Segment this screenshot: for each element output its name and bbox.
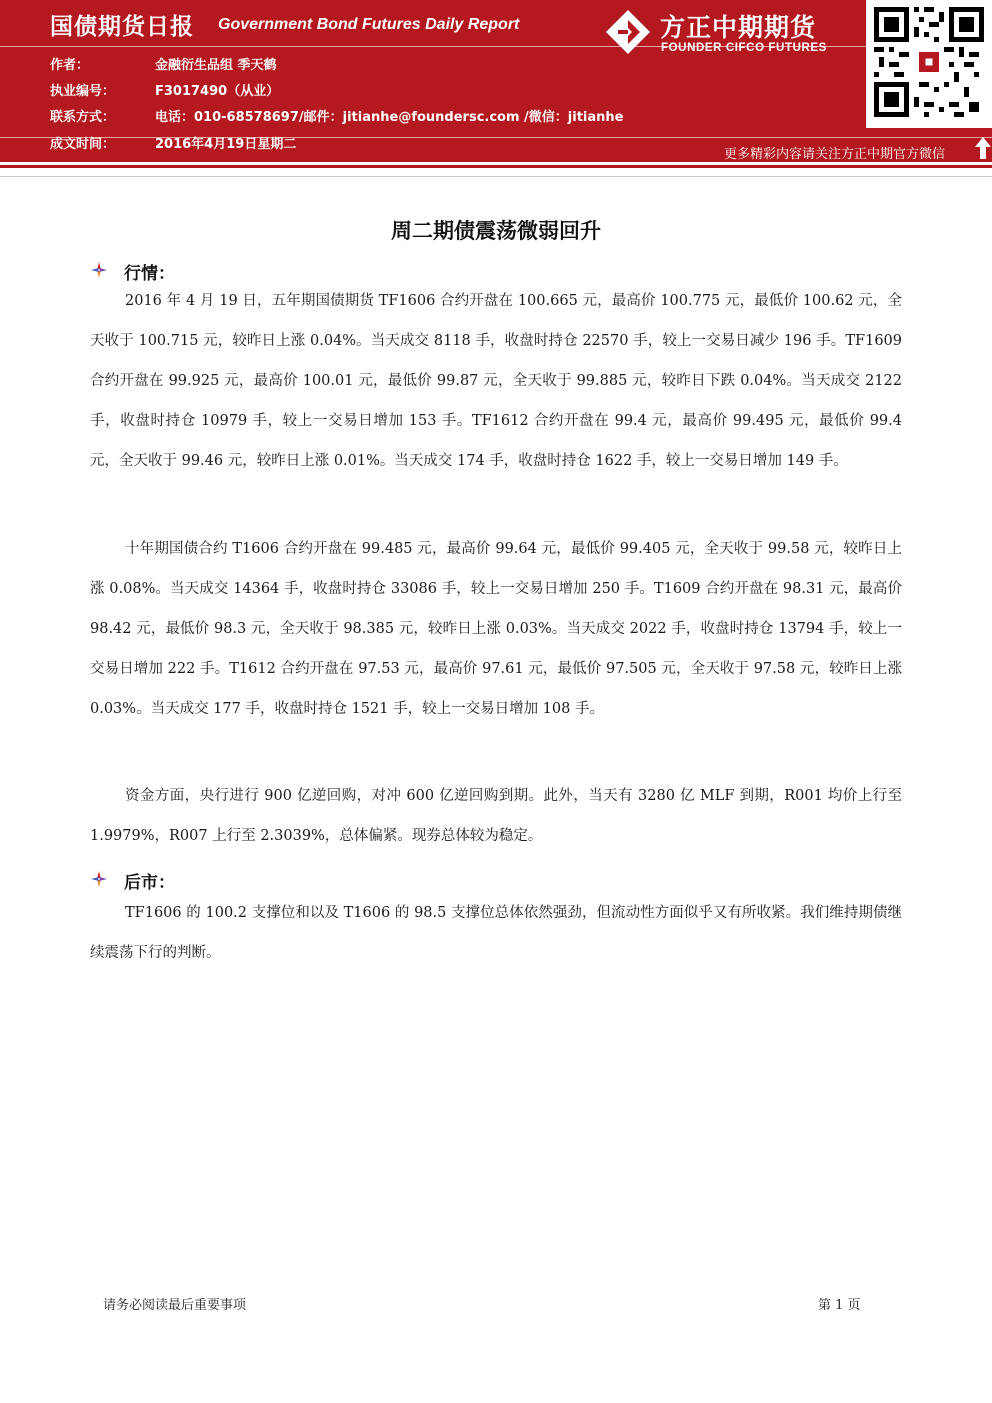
- header-bottom-thin-rule: [0, 176, 992, 177]
- wechat-qr-code: [866, 0, 992, 128]
- logo-name-en: FOUNDER CIFCO FUTURES: [661, 42, 827, 54]
- footer-notice: 请务必阅读最后重要事项: [103, 1298, 247, 1313]
- logo-name-cn: 方正中期期货: [660, 13, 817, 42]
- meta-contact-value: 电话：010-68578697/邮件：jitianhe@foundersc.com /微信：jitianhe: [155, 110, 624, 125]
- report-header: [0, 0, 992, 162]
- follow-wechat-text: 更多精彩内容请关注方正中期官方微信: [724, 147, 946, 162]
- header-bottom-rule: [0, 165, 992, 168]
- market-paragraph-liquidity: 资金方面，央行进行 900 亿逆回购，对冲 600 亿逆回购到期。此外，当天有 3280 亿 MLF 到期，R001 均价上行至 1.9979%，R007 上行至 2.3039%，总体偏紧。现券总体较为稳定。: [90, 788, 902, 844]
- qr-code-icon: [874, 6, 984, 118]
- meta-date-label: 成文时间：: [50, 137, 116, 152]
- section-label: 后市：: [124, 873, 175, 893]
- market-paragraph-10yr: 十年期国债合约 T1606 合约开盘在 99.485 元，最高价 99.64 元，最低价 99.405 元，全天收于 99.58 元，较昨日上涨 0.08%。当天成交 14364 手，收盘时持仓 33086 手，较上一交易日增加 250 手。T1609 合约开盘在 98.31 元，最高价 98.42 元，最低价 98.3 元，全天收于 98.385 元，较昨日上涨 0.03%。当天成交 2022 手，收盘时持仓 13794 手，较上一交易日增加 222 手。T1612 合约开盘在 97.53 元，最高价 97.61 元，最低价 97.505 元，全天收于 97.58 元，较昨日上涨 0.03%。当天成交 177 手，收盘时持仓 1521 手，较上一交易日增加 108 手。: [90, 541, 902, 717]
- header-divider: [0, 137, 992, 138]
- footer-page-number: 第 1 页: [818, 1298, 861, 1313]
- meta-author-label: 作者：: [50, 58, 90, 73]
- compass-bullet-icon: [90, 261, 108, 279]
- arrow-up-icon: [974, 136, 992, 160]
- meta-date-value: 2016年4月19日星期二: [155, 137, 297, 152]
- meta-author-value: 金融衍生品组 季天鹤: [155, 58, 277, 73]
- company-logo: [604, 6, 864, 60]
- compass-bullet-icon: [90, 870, 108, 888]
- document-title: 周二期债震荡微弱回升: [391, 219, 601, 243]
- outlook-paragraph: TF1606 的 100.2 支撑位和以及 T1606 的 98.5 支撑位总体依然强劲，但流动性方面似乎又有所收紧。我们维持期债继续震荡下行的判断。: [90, 905, 902, 961]
- founder-logo-icon: [604, 8, 652, 56]
- market-paragraph-5yr: 2016 年 4 月 19 日，五年期国债期货 TF1606 合约开盘在 100.665 元，最高价 100.775 元，最低价 100.62 元，全天收于 100.715 元，较昨日上涨 0.04%。当天成交 8118 手，收盘时持仓 22570 手，较上一交易日减少 196 手。TF1609 合约开盘在 99.925 元，最高价 100.01 元，最低价 99.87 元，全天收于 99.885 元，较昨日下跌 0.04%。当天成交 2122 手，收盘时持仓 10979 手，较上一交易日增加 153 手。TF1612 合约开盘在 99.4 元，最高价 99.495 元，最低价 99.4 元，全天收于 99.46 元，较昨日上涨 0.01%。当天成交 174 手，收盘时持仓 1622 手，较上一交易日增加 149 手。: [90, 293, 902, 469]
- section-label: 行情：: [124, 264, 175, 284]
- report-title-en: Government Bond Futures Daily Report: [218, 16, 520, 33]
- meta-license-value: F3017490（从业）: [155, 84, 280, 99]
- meta-license-label: 执业编号：: [50, 84, 116, 99]
- meta-contact-label: 联系方式：: [50, 110, 116, 125]
- report-title-cn: 国债期货日报: [50, 14, 194, 40]
